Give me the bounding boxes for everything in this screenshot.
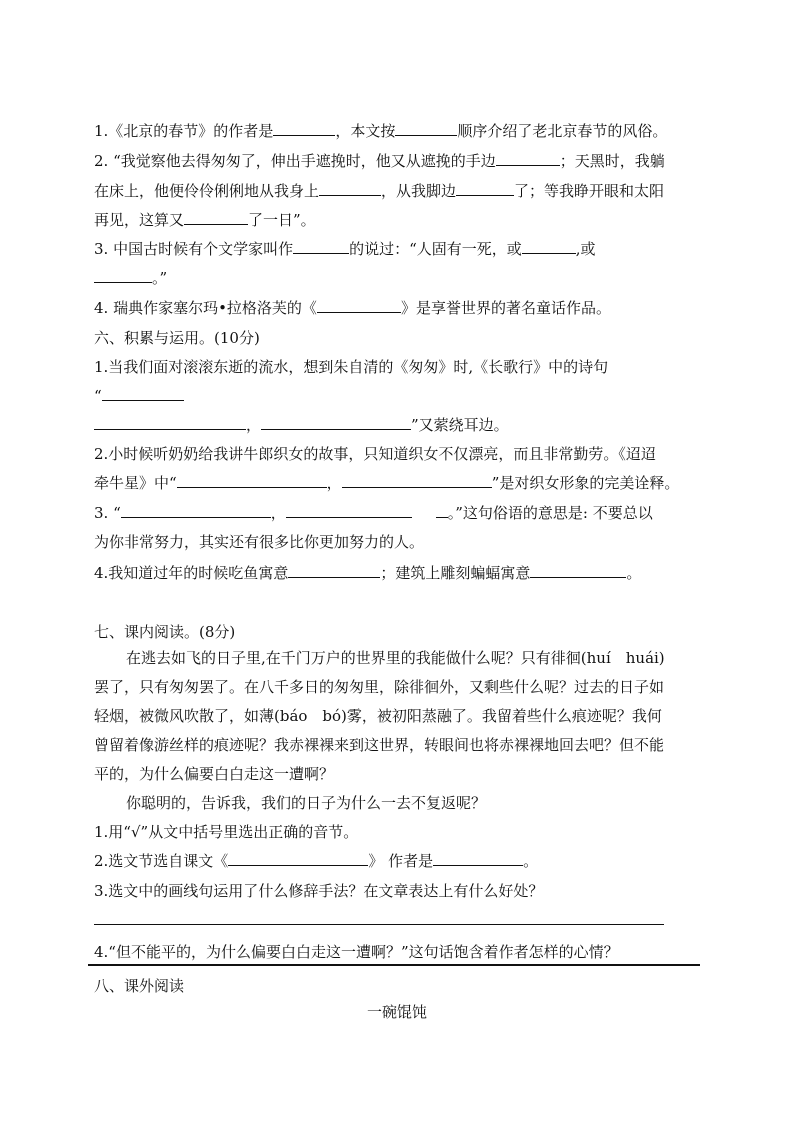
- answer-blank[interactable]: [228, 851, 368, 866]
- answer-blank[interactable]: [395, 121, 457, 136]
- section-divider: [88, 964, 700, 966]
- q5-item-3-line-1: 3. 中国古时候有个文学家叫作 的说过：“人固有一死，或 ,或: [94, 240, 596, 258]
- answer-blank[interactable]: [342, 473, 492, 488]
- q6-item-2-line-2: 牵牛星》中“ ， ”是对织女形象的完美诠释。: [94, 474, 680, 492]
- answer-blank[interactable]: [293, 239, 349, 254]
- answer-blank[interactable]: [261, 415, 411, 430]
- answer-blank[interactable]: [273, 121, 335, 136]
- q6-item-3-line-2: 为你非常努力，其实还有很多比你更加努力的人。: [94, 533, 425, 551]
- answer-blank[interactable]: [530, 563, 626, 578]
- section-8-heading: 八、课外阅读: [94, 977, 185, 995]
- answer-blank[interactable]: [522, 239, 576, 254]
- answer-blank[interactable]: [121, 503, 271, 518]
- q6-item-1-line-2: “: [94, 386, 184, 406]
- q5-item-2-line-1: 2. “我觉察他去得匆匆了，伸出手遮挽时，他又从遮挽的手边 ；天黑时，我躺: [94, 152, 665, 170]
- answer-line[interactable]: [94, 924, 664, 925]
- answer-blank[interactable]: [184, 210, 248, 225]
- story-title: 一碗馄饨: [366, 1003, 427, 1021]
- answer-blank[interactable]: [436, 503, 448, 518]
- passage-line: 平的，为什么偏要白白走这一遭啊？: [94, 765, 335, 783]
- passage-line: 在逃去如飞的日子里,在千门万户的世界里的我能做什么呢？只有徘徊(huí huái): [126, 649, 665, 667]
- q7-question-2: 2.选文节选自课文《 》 作者是 。: [94, 852, 539, 870]
- answer-blank[interactable]: [496, 151, 560, 166]
- q5-item-2-line-3: 再见，这算又 了一日”。: [94, 211, 316, 229]
- answer-blank[interactable]: [94, 415, 246, 430]
- q7-question-1: 1.用“√”从文中括号里选出正确的音节。: [94, 823, 359, 841]
- q5-item-1: 1.《北京的春节》的作者是 ，本文按 顺序介绍了老北京春节的风俗。: [94, 122, 668, 140]
- passage-line: 你聪明的，告诉我，我们的日子为什么一去不复返呢？: [126, 794, 487, 812]
- q6-item-2-line-1: 2.小时候听奶奶给我讲牛郎织女的故事，只知道织女不仅漂亮，而且非常勤劳。《迢迢: [94, 445, 656, 463]
- q6-item-1-line-3: ， ”又萦绕耳边。: [94, 415, 509, 435]
- answer-blank[interactable]: [288, 563, 380, 578]
- q6-item-4: 4.我知道过年的时候吃鱼寓意 ；建筑上雕刻蝙蝠寓意 。: [94, 564, 642, 582]
- passage-line: 罢了，只有匆匆罢了。在八千多日的匆匆里，除徘徊外，又剩些什么呢？过去的日子如: [94, 678, 665, 696]
- answer-blank[interactable]: [456, 181, 514, 196]
- answer-blank[interactable]: [433, 851, 523, 866]
- answer-blank[interactable]: [317, 298, 401, 313]
- answer-blank[interactable]: [319, 181, 381, 196]
- passage-line: 曾留着像游丝样的痕迹呢？我赤裸裸来到这世界，转眼间也将赤裸裸地回去吧？但不能: [94, 736, 665, 754]
- q6-item-1-line-1: 1.当我们面对滚滚东逝的流水，想到朱自清的《匆匆》时,《长歌行》中的诗句: [94, 358, 609, 376]
- answer-blank[interactable]: [102, 386, 184, 401]
- q5-item-2-line-2: 在床上，他便伶伶俐俐地从我身上 ，从我脚边 了；等我睁开眼和太阳: [94, 182, 665, 200]
- answer-blank[interactable]: [94, 268, 152, 283]
- answer-blank[interactable]: [286, 503, 412, 518]
- q5-item-4: 4. 瑞典作家塞尔玛•拉格洛芙的《 》是享誉世界的著名童话作品。: [94, 299, 611, 317]
- q7-question-3: 3.选文中的画线句运用了什么修辞手法？在文章表达上有什么好处？: [94, 882, 544, 900]
- passage-line: 轻烟，被微风吹散了，如薄(báo bó)雾，被初阳蒸融了。我留着些什么痕迹呢？我何: [94, 707, 662, 725]
- section-7-heading: 七、课内阅读。(8分): [94, 623, 236, 641]
- q5-item-3-line-2: 。”: [94, 268, 167, 288]
- answer-blank[interactable]: [177, 473, 327, 488]
- q6-item-3-line-1: 3. “ ， 。”这句俗语的意思是: 不要总以: [94, 504, 653, 522]
- section-6-heading: 六、积累与运用。(10分): [94, 329, 260, 347]
- q7-question-4: 4.“但不能平的，为什么偏要白白走这一遭啊？”这句话饱含着作者怎样的心情？: [94, 943, 619, 961]
